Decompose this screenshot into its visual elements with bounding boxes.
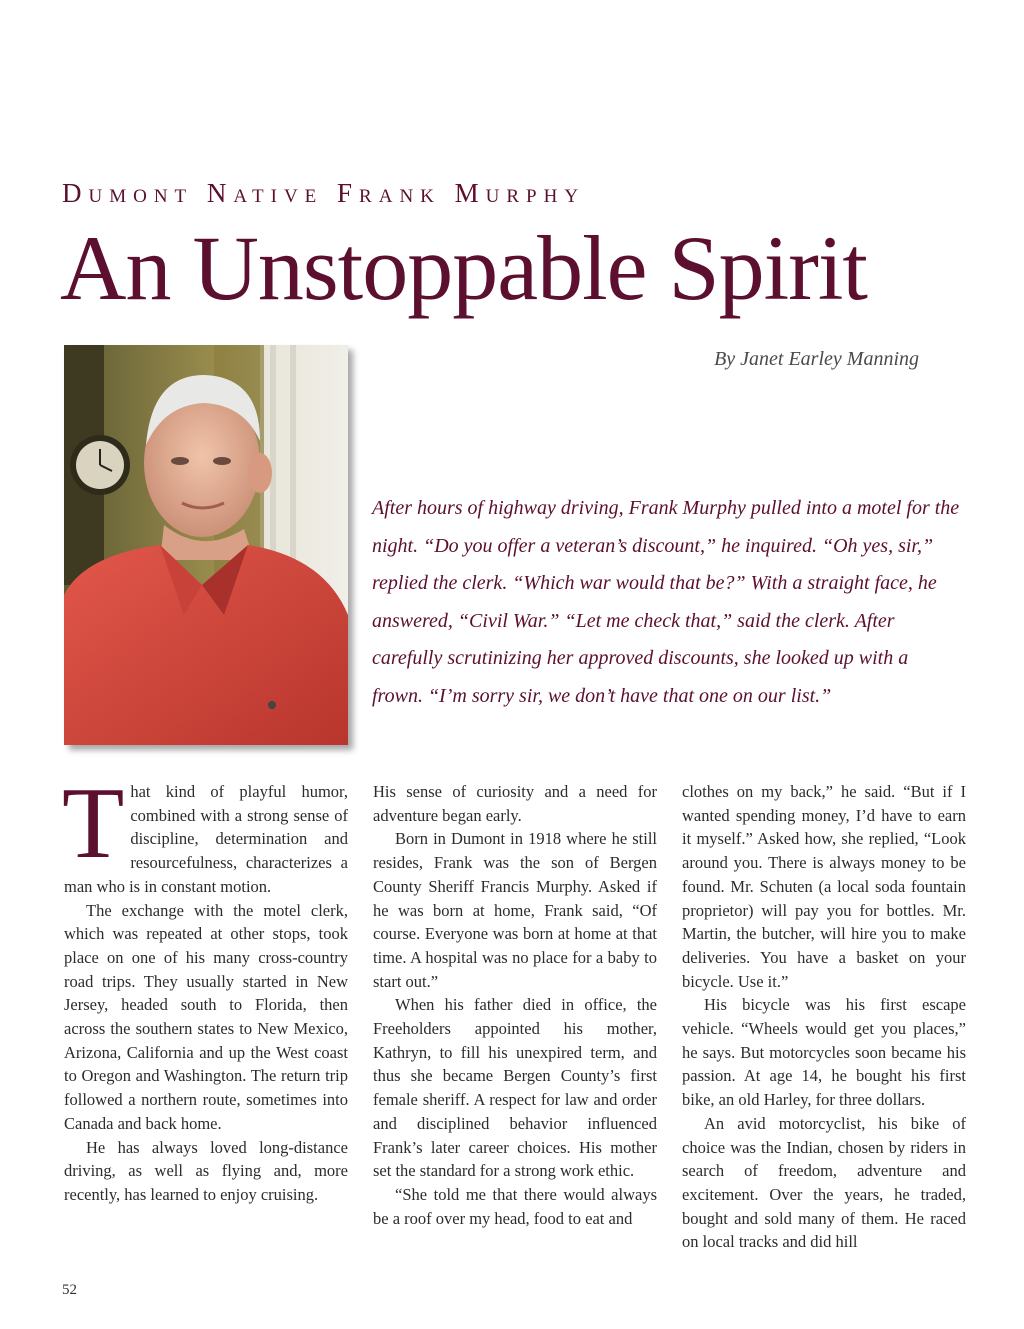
paragraph: clothes on my back,” he said. “But if I wanted spending money, I’d have to earn it myself.” Asked how, she replied, “Look around you. There is always money to be found. Mr. Schuten (a local soda fountain proprietor) will pay you for bottles. Mr. Martin, the butcher, will hire you to make deliveries. You have a basket on your bicycle. Use it.”	[682, 782, 966, 991]
article-body	[62, 767, 966, 1254]
article-kicker: Dumont Native Frank Murphy	[62, 178, 586, 208]
pull-quote: After hours of highway driving, Frank Murphy pulled into a motel for the night. “Do you offer a veteran’s discount,” he inquired. “Oh yes, sir,” replied the clerk. “Which war would that be?” With a straight face, he answered, “Civil War.” “Let me check that,” said the clerk. After carefully scrutinizing her approved discounts, she looked up with a frown. “I’m sorry sir, we don’t have that one on our list.”	[372, 497, 960, 707]
page-number: 52	[62, 1282, 77, 1298]
portrait-photo	[64, 345, 348, 745]
paragraph: “She told me that there would always be a roof over my head, food to eat and	[373, 1184, 657, 1228]
paragraph: When his father died in office, the Freeholders appointed his mother, Kathryn, to fill his unexpired term, and thus she became Bergen County’s first female sheriff. A respect for law and order and disciplined behavior influenced Frank’s later career choices. His mother set the standard for a strong work ethic.	[373, 995, 657, 1181]
column-1	[62, 767, 348, 1254]
paragraph: He has always loved long-distance driving, as well as flying and, more recently, has learned to enjoy cruising.	[64, 1137, 348, 1204]
article-headline: An Unstoppable Spirit	[60, 217, 867, 319]
paragraph: The exchange with the motel clerk, which was repeated at other stops, took place on one of his many cross-country road trips. They usually started in New Jersey, headed south to Florida, then across the southern states to New Mexico, Arizona, California and up the West coast to Oregon and Washington. The return trip followed a northern route, sometimes into Canada and back home.	[64, 900, 348, 1133]
paragraph: Born in Dumont in 1918 where he still resides, Frank was the son of Bergen County Sheriff Francis Murphy. Asked if he was born at home, Frank said, “Of course. Everyone was born at home at that time. A hospital was no place for a baby to start out.”	[373, 829, 657, 991]
drop-cap: T	[62, 767, 125, 880]
column-3	[682, 780, 966, 1254]
article-byline: By Janet Earley Manning	[714, 348, 919, 370]
paragraph: His bicycle was his first escape vehicle. “Wheels would get you places,” he says. But motorcycles soon became his passion. At age 14, he bought his first bike, an old Harley, for three dollars.	[682, 995, 966, 1110]
paragraph: His sense of curiosity and a need for adventure began early.	[373, 782, 657, 825]
paragraph: An avid motorcyclist, his bike of choice was the Indian, chosen by riders in search of freedom, adventure and excitement. Over the years, he traded, bought and sold many of them. He raced on local tracks and did hill	[682, 1113, 966, 1252]
paragraph: That kind of playful humor, combined with a strong sense of discipline, determination and resourcefulness, characterizes a man who is in constant motion.	[62, 767, 348, 896]
column-2	[373, 780, 657, 1254]
